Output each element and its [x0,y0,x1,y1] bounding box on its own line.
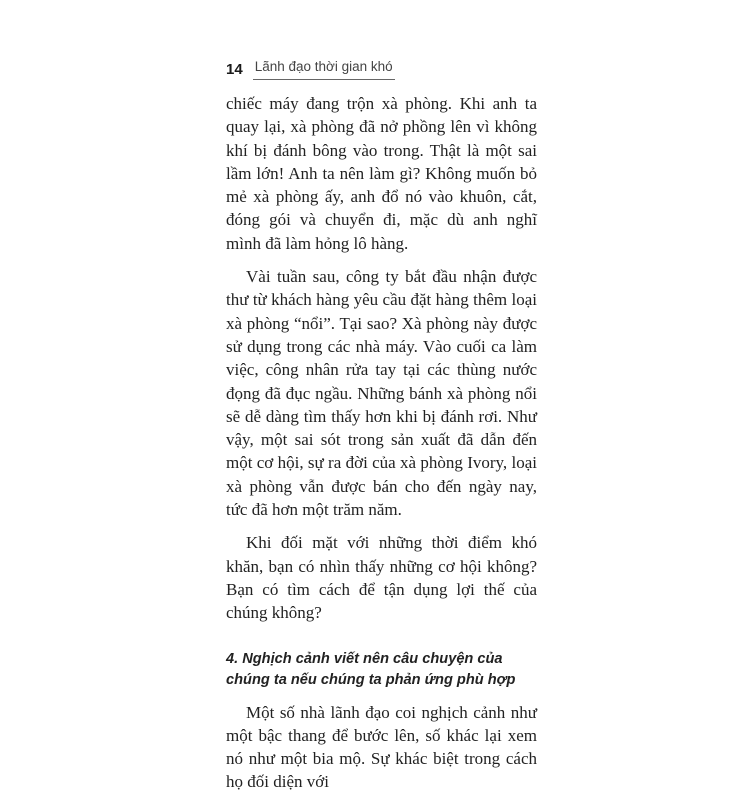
page-header [226,52,395,80]
page-body [226,92,537,794]
paragraph-ivory-story: Vài tuần sau, công ty bắt đầu nhận được thư từ khách hàng yêu cầu đặt hàng thêm loại xà phòng “nổi”. Tại sao? Xà phòng này được sử dụng trong các nhà máy. Vào cuối ca làm việc, công nhân rửa tay tại các thùng nước đọng đã đục ngầu. Những bánh xà phòng nổi sẽ dễ dàng tìm thấy hơn khi bị đánh rơi. Như vậy, một sai sót trong sản xuất đã dẫn đến một cơ hội, sự ra đời của xà phòng Ivory, loại xà phòng vẫn được bán cho đến ngày nay, tức đã hơn một trăm năm. [226,267,537,520]
paragraph-adversity: Một số nhà lãnh đạo coi nghịch cảnh như một bậc thang để bước lên, số khác lại xem nó như một bia mộ. Sự khác biệt trong cách họ đối diện với [226,702,537,792]
paragraph-continued: chiếc máy đang trộn xà phòng. Khi anh ta quay lại, xà phòng đã nở phồng lên vì không khí bị đánh bông vào trong. Thật là một sai lầm lớn! Anh ta nên làm gì? Không muốn bỏ mẻ xà phòng ấy, anh đổ nó vào khuôn, cắt, đóng gói và chuyển đi, mặc dù anh nghĩ mình đã làm hỏng lô hàng. [226,94,537,253]
page-number: 14 [226,61,243,78]
running-title: Lãnh đạo thời gian khó [253,57,395,80]
paragraph-question: Khi đối mặt với những thời điểm khó khăn, bạn có nhìn thấy những cơ hội không? Bạn có tìm cách để tận dụng lợi thế của chúng không? [226,533,537,623]
section-heading: 4. Nghịch cảnh viết nên câu chuyện của chúng ta nếu chúng ta phản ứng phù hợp [226,650,516,688]
